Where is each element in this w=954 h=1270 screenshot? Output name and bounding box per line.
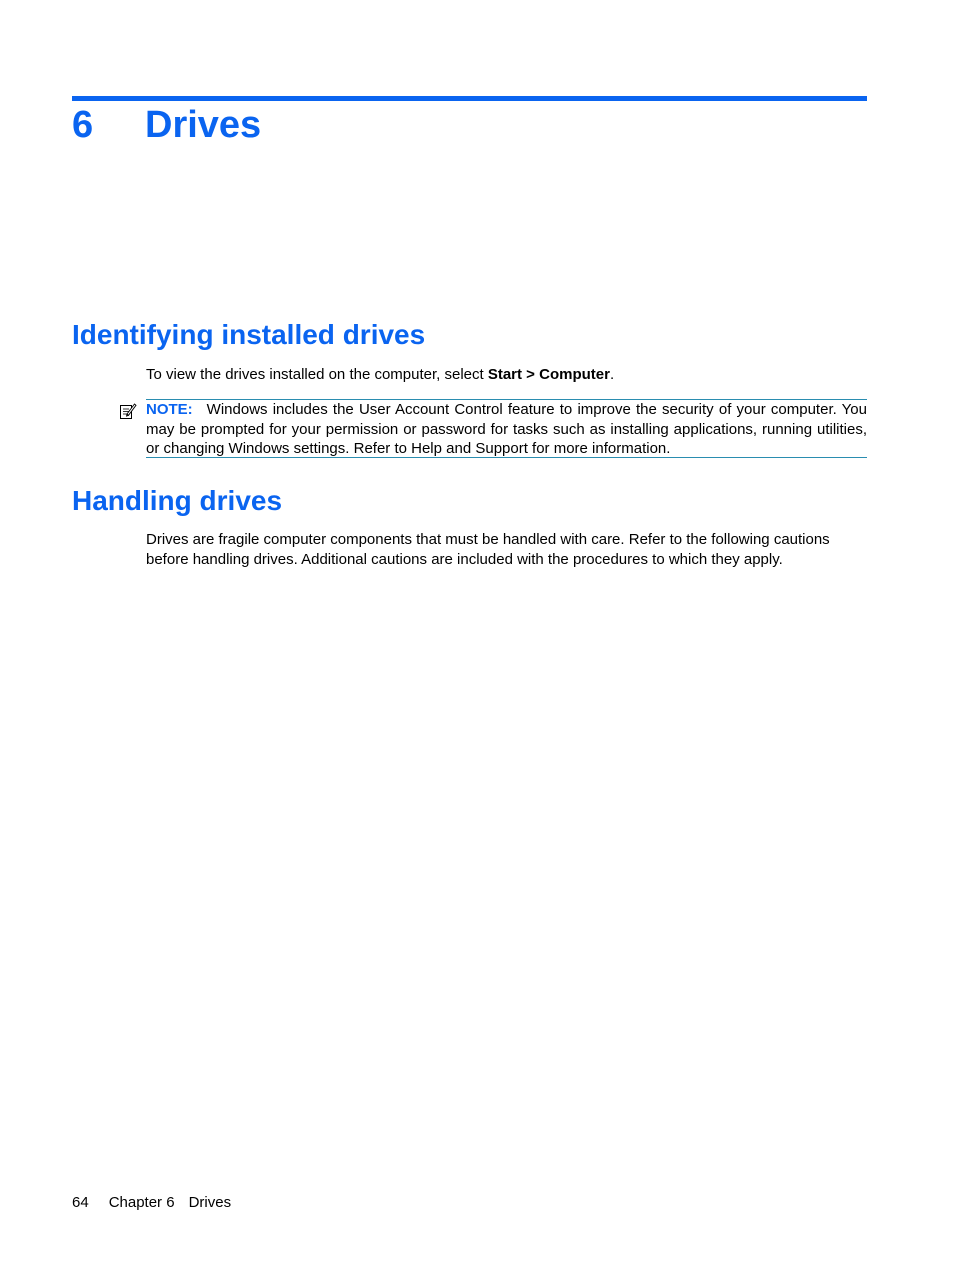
paragraph-text-end: .: [609, 366, 615, 383]
chapter-number: 6: [72, 104, 94, 146]
chapter-rule: [72, 96, 867, 101]
note-label: NOTE:: [146, 401, 193, 418]
menu-path: Start > Computer: [487, 366, 610, 383]
note-pencil-icon: [119, 402, 137, 420]
footer-chapter-label: Chapter 6: [108, 1194, 175, 1211]
section-heading-handling: Handling drives: [72, 485, 283, 516]
chapter-title: Drives: [145, 104, 262, 146]
handling-paragraph: Drives are fragile computer components that must be handled with care. Refer to the following cautions before handling drives. Additional cautions are included with the procedures to which they apply.: [146, 531, 830, 568]
page-footer: [72, 1193, 231, 1212]
paragraph-text: To view the drives installed on the computer, select: [146, 366, 488, 383]
footer-chapter-title: Drives: [188, 1194, 232, 1211]
chapter-heading: [72, 103, 261, 147]
identifying-paragraph: [146, 365, 868, 385]
section-heading-identifying: Identifying installed drives: [72, 319, 426, 350]
page-number: 64: [72, 1194, 89, 1211]
note-text: [146, 400, 867, 459]
note-box: [146, 399, 867, 458]
note-body: Windows includes the User Account Control feature to improve the security of your computer. You may be prompted for your permission or password for tasks such as installing applications, running utilities, or changing Windows settings. Refer to Help and Support for more information.: [146, 401, 867, 457]
